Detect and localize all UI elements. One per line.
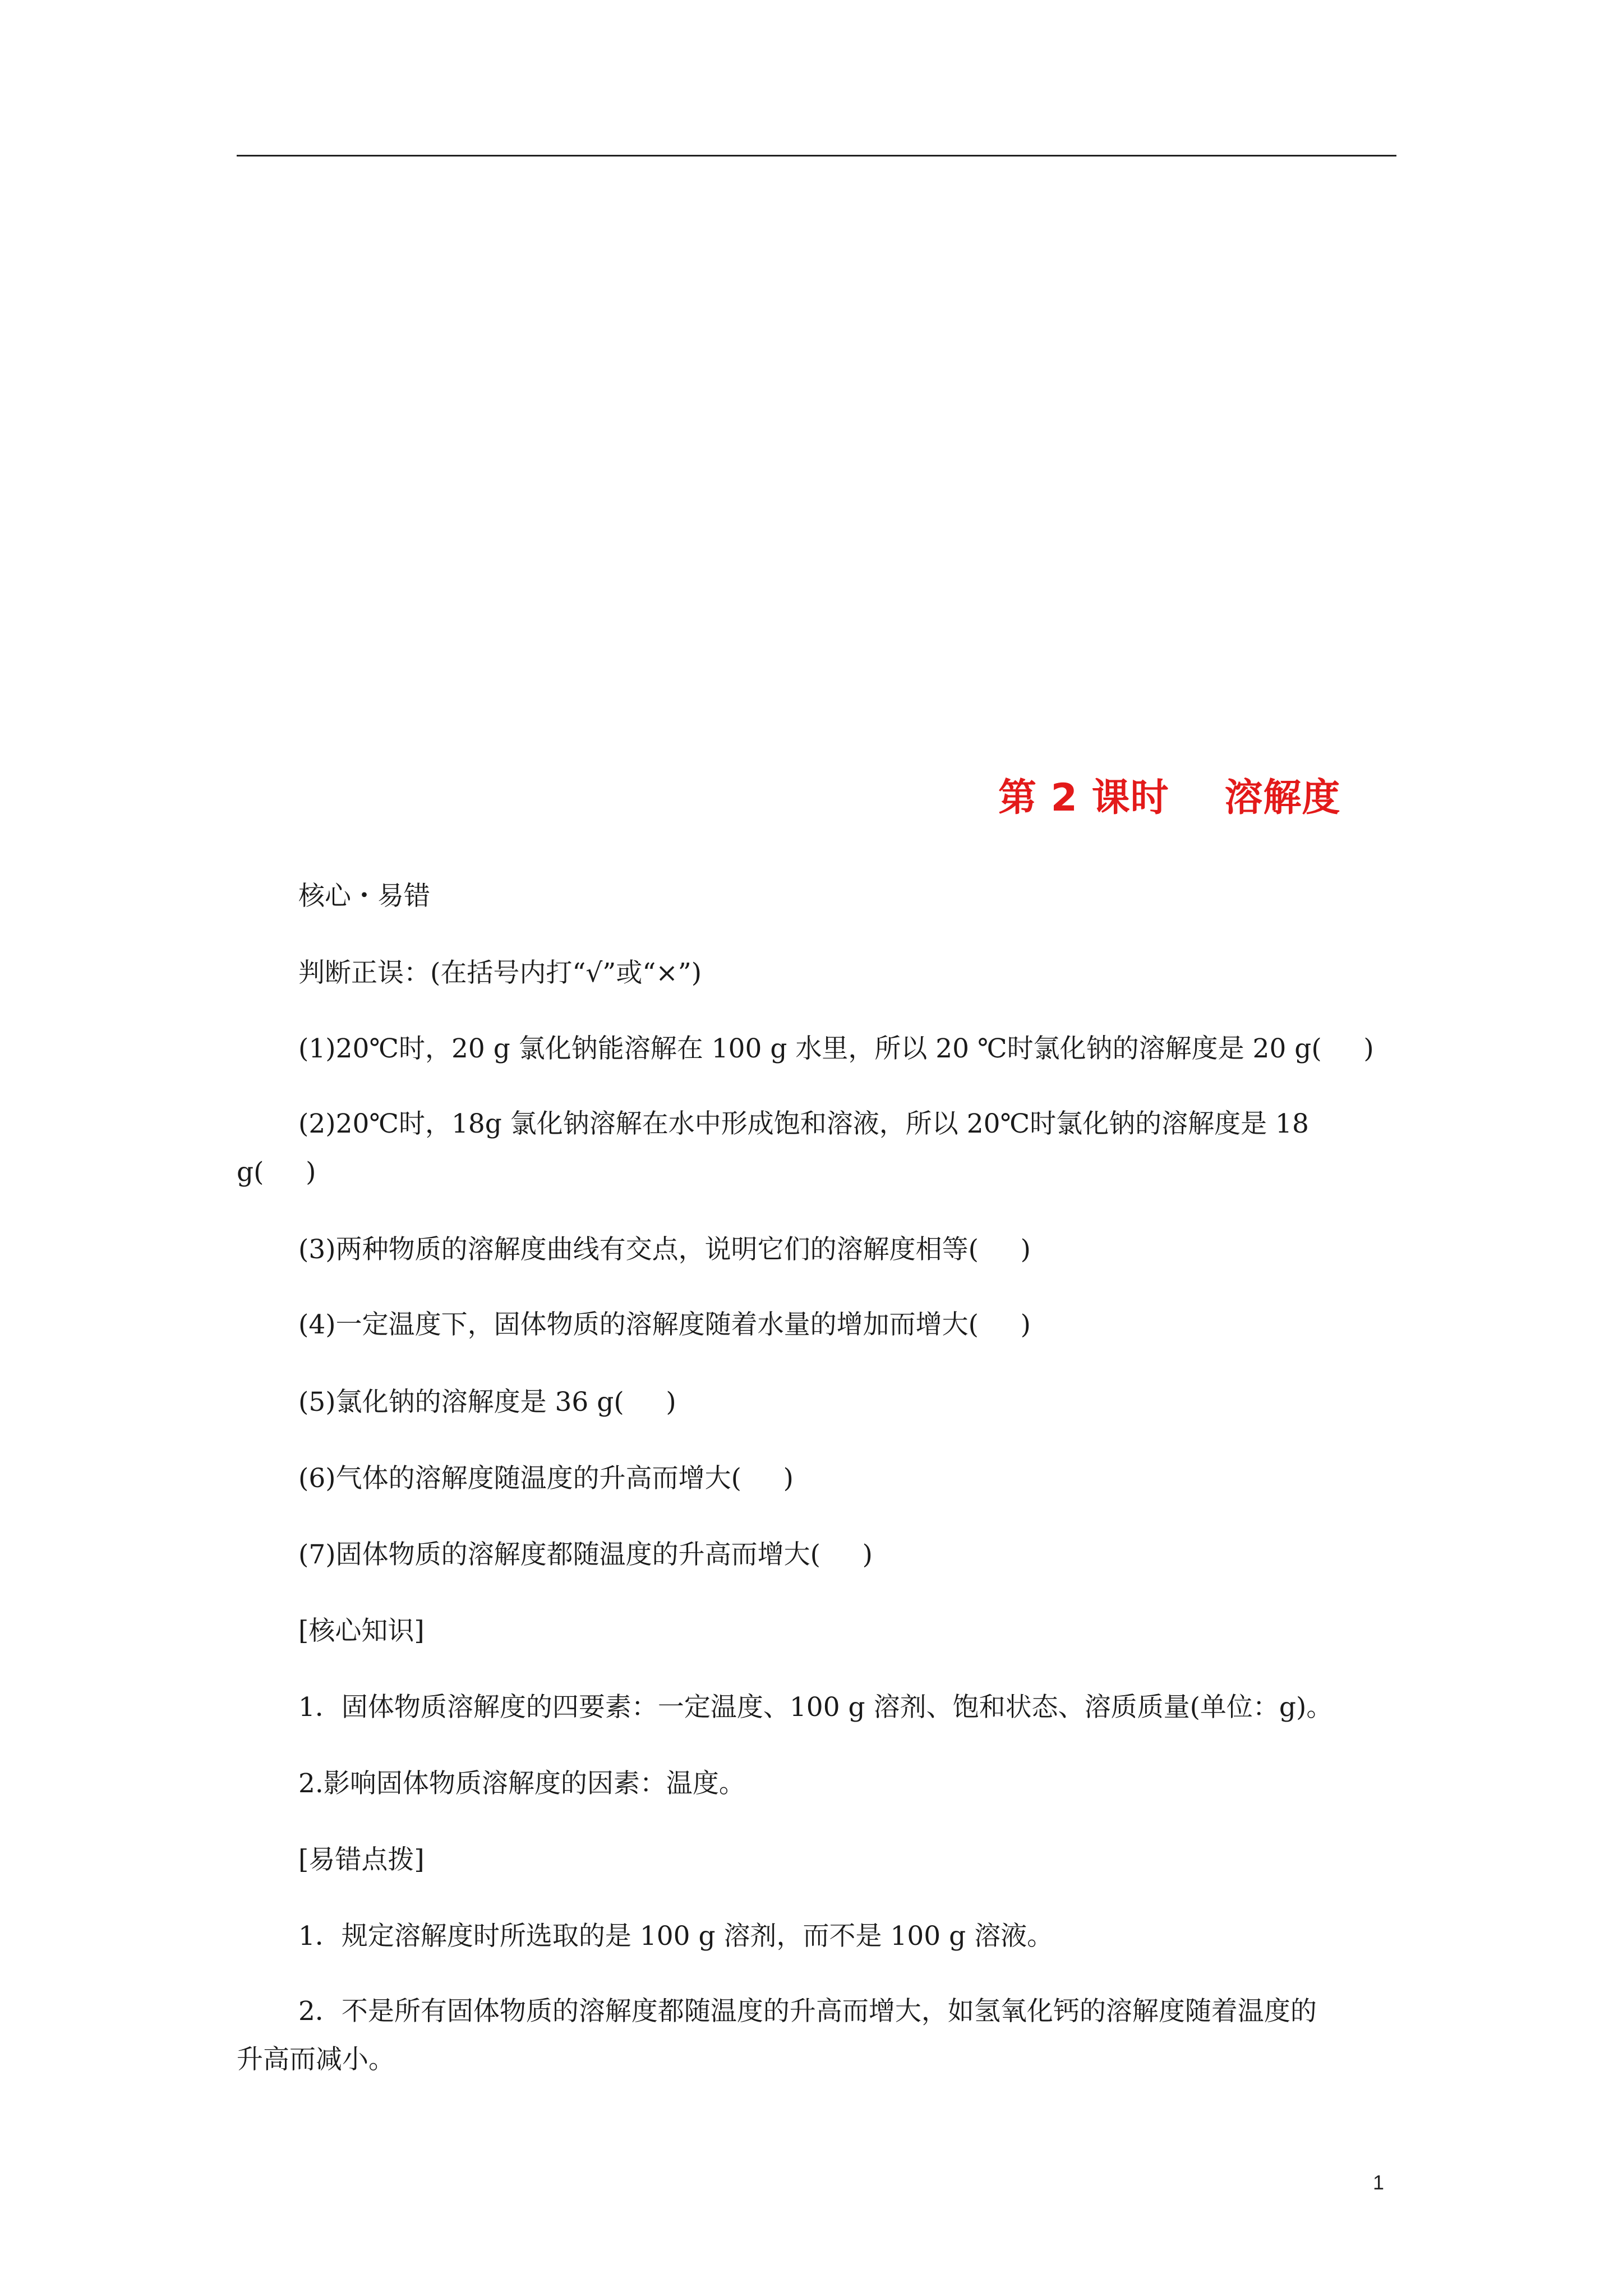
- lesson-title: 第 2 课时 溶解度: [998, 776, 1341, 820]
- tip-item-1: 1．规定溶解度时所选取的是 100 g 溶剂，而不是 100 g 溶液。: [298, 1921, 1054, 1952]
- question-item-2-continuation: g( ): [237, 1157, 316, 1188]
- tip-item-2-continuation: 升高而减小。: [237, 2044, 395, 2075]
- question-item-3: (3)两种物质的溶解度曲线有交点，说明它们的溶解度相等( ): [298, 1234, 1031, 1265]
- knowledge-item-2: 2.影响固体物质溶解度的因素：温度。: [298, 1768, 745, 1799]
- question-item-7: (7)固体物质的溶解度都随温度的升高而增大( ): [298, 1539, 873, 1570]
- question-item-2: (2)20℃时，18g 氯化钠溶解在水中形成饱和溶液，所以 20℃时氯化钠的溶解度是 18: [298, 1108, 1309, 1139]
- question-item-1: (1)20℃时，20 g 氯化钠能溶解在 100 g 水里，所以 20 ℃时氯化钠的溶解度是 20 g( ): [298, 1033, 1374, 1064]
- header-rule: [237, 155, 1396, 157]
- knowledge-item-1: 1．固体物质溶解度的四要素：一定温度、100 g 溶剂、饱和状态、溶质质量(单位：g)。: [298, 1692, 1333, 1723]
- knowledge-heading: [核心知识]: [298, 1616, 425, 1646]
- tip-item-2: 2．不是所有固体物质的溶解度都随温度的升高而增大，如氢氧化钙的溶解度随着温度的: [298, 1996, 1317, 2027]
- question-item-4: (4)一定温度下，固体物质的溶解度随着水量的增加而增大( ): [298, 1309, 1031, 1340]
- instruction-text: 判断正误：(在括号内打“√”或“×”): [298, 958, 702, 988]
- tips-heading: [易错点拨]: [298, 1844, 425, 1875]
- page-number: 1: [1373, 2171, 1385, 2194]
- question-item-6: (6)气体的溶解度随温度的升高而增大( ): [298, 1463, 794, 1494]
- section-core-label: 核心・易错: [298, 881, 430, 912]
- question-item-5: (5)氯化钠的溶解度是 36 g( ): [298, 1387, 676, 1418]
